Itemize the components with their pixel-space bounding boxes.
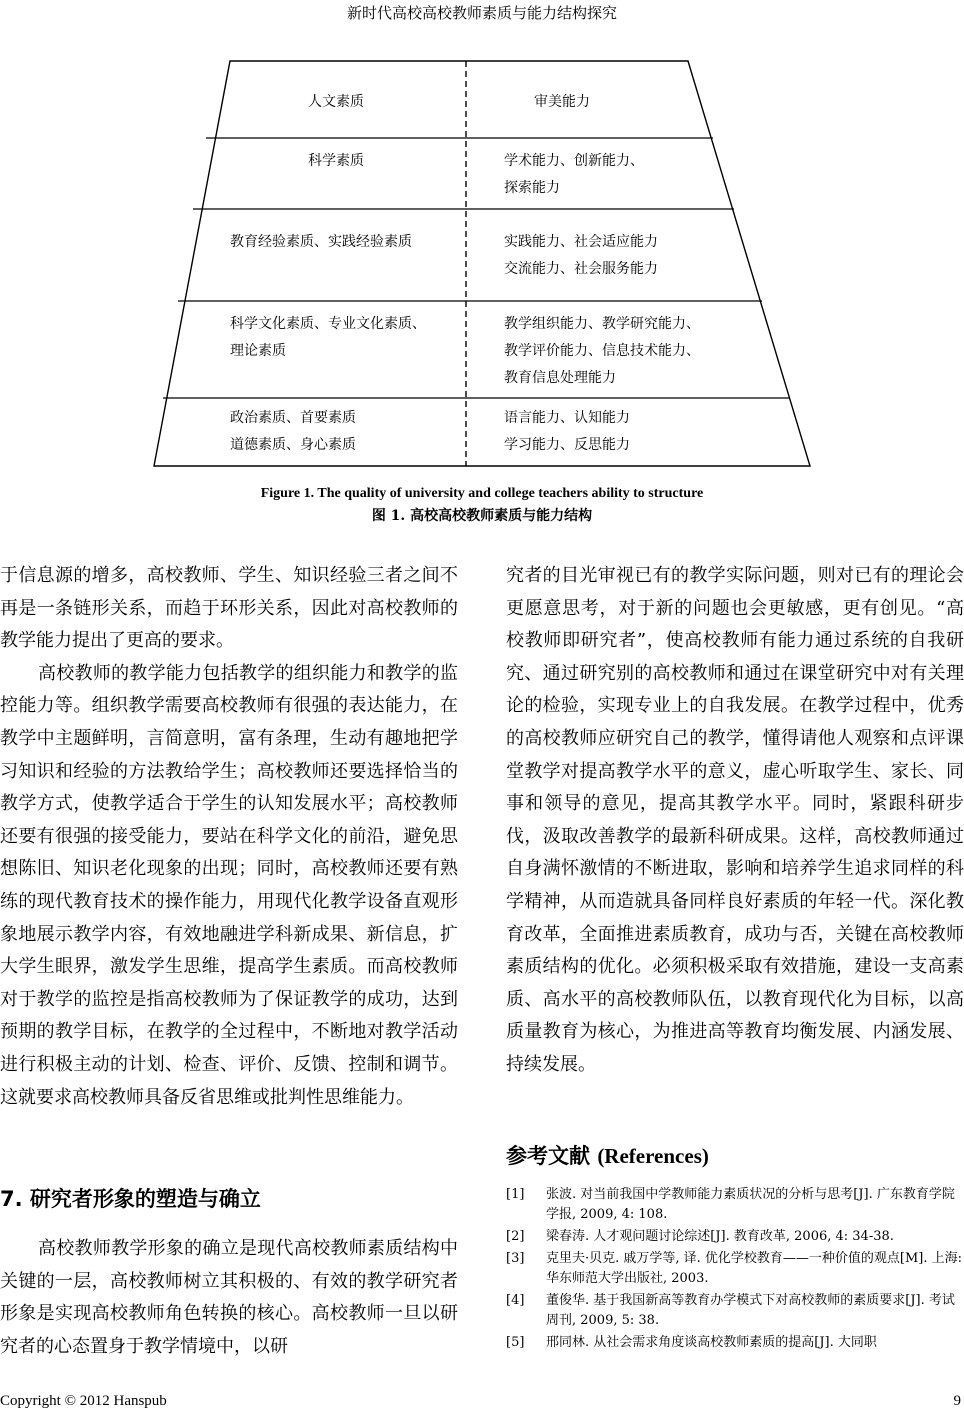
figure-row-2-right: 学术能力、创新能力、 探索能力 (504, 153, 644, 196)
right-paragraph-1: 究者的目光审视已有的教学实际问题，则对已有的理论会更愿意思考，对于新的问题也会更敏感，更有创见。“高校教师即研究者”，使高校教师有能力通过系统的自我研究、通过研究别的高校教师和通过在课堂研究中对有关理论的检验，实现专业上的自我发展。在教学过程中，优秀的高校教师应研究自己的教学，懂得请他人观察和点评课堂教学对提高教学水平的意义，虚心听取学生、家长、同事和领导的意见，提高其教学水平。同时，紧跟科研步伐，汲取改善教学的最新科研成果。这样，高校教师通过自身满怀激情的不断进取，影响和培养学生追求同样的科学精神，从而造就具备同样良好素质的年轻一代。深化教育改革，全面推进素质教育，成功与否，关键在高校教师素质结构的优化。必须积极采取有效措施，建设一支高素质、高水平的高校教师队伍，以教育现代化为目标，以高质量教育为核心，为推进高等教育均衡发展、内涵发展、持续发展。 (506, 565, 964, 1075)
left-paragraph-2: 高校教师的教学能力包括教学的组织能力和教学的监控能力等。组织教学需要高校教师有很强的表达能力，在教学中主题鲜明，言简意明，富有条理，生动有趣地把学习知识和经验的方法教给学生；高校教师还要选择恰当的教学方式，使教学适合于学生的认知发展水平；高校教师还要有很强的接受能力，要站在科学文化的前沿，避免思想陈旧、知识老化现象的出现；同时，高校教师还要有熟练的现代教育技术的操作能力，用现代化教学设备直观形象地展示教学内容，有效地融进学科新成果、新信息，扩大学生眼界，激发学生思维，提高学生素质。而高校教师对于教学的监控是指高校教师为了保证教学的成功，达到预期的教学目标，在教学的全过程中，不断地对教学活动进行积极主动的计划、检查、评价、反馈、控制和调节。这就要求高校教师具备反省思维或批判性思维能力。 (0, 662, 458, 1108)
left-paragraph-3: 高校教师教学形象的确立是现代高校教师素质结构中关键的一层，高校教师树立其积极的、有效的教学研究者形象是实现高校教师角色转换的核心。高校教师一旦以研究者的心态置身于教学情境中，以研 (0, 1238, 458, 1357)
figure-row-5-left: 政治素质、首要素质 道德素质、身心素质 (230, 410, 356, 453)
footer-page-number: 9 (953, 1393, 961, 1409)
reference-item (506, 1249, 964, 1289)
reference-text: 梁春涛. 人才观问题讨论综述[J]. 教育改革, 2006, 4: 34-38. (546, 1229, 894, 1244)
figure-caption-en: Figure 1. The quality of university and college teachers ability to structure (260, 486, 704, 501)
reference-number: [3] (506, 1251, 525, 1266)
reference-number: [4] (506, 1293, 525, 1308)
reference-number: [5] (506, 1335, 525, 1350)
reference-item (506, 1185, 964, 1225)
figure-row-3-left: 教育经验素质、实践经验素质 (230, 234, 412, 250)
reference-number: [2] (506, 1229, 525, 1244)
right-column (506, 560, 964, 1082)
figure-pyramid (150, 60, 814, 468)
figure-row-3-right: 实践能力、社会适应能力 交流能力、社会服务能力 (504, 234, 658, 277)
reference-item (506, 1227, 964, 1247)
reference-item (506, 1291, 964, 1331)
figure-row-2-left: 科学素质 (308, 153, 364, 169)
section-heading-7: 7. 研究者形象的塑造与确立 (0, 1187, 261, 1211)
footer-copyright: Copyright © 2012 Hanspub (0, 1393, 167, 1409)
running-head: 新时代高校高校教师素质与能力结构探究 (346, 4, 617, 22)
figure-row-4-left: 科学文化素质、专业文化素质、 理论素质 (230, 316, 426, 359)
references-heading (506, 1140, 709, 1170)
references-heading-zh: 参考文献 (506, 1144, 590, 1168)
figure-row-5-right: 语言能力、认知能力 学习能力、反思能力 (504, 410, 630, 453)
reference-text: 邢同林. 从社会需求角度谈高校教师素质的提高[J]. 大同职 (546, 1335, 877, 1350)
figure-caption-zh: 图 1. 高校高校教师素质与能力结构 (371, 508, 593, 524)
figure-row-4-right: 教学组织能力、教学研究能力、 教学评价能力、信息技术能力、 教育信息处理能力 (504, 316, 700, 386)
references-heading-en: (References) (597, 1144, 709, 1168)
references-list (506, 1185, 964, 1355)
left-paragraph-1: 于信息源的增多，高校教师、学生、知识经验三者之间不再是一条链形关系，而趋于环形关系，因此对高校教师的教学能力提出了更高的要求。 (0, 565, 458, 652)
reference-text: 克里夫·贝克. 戚万学等, 译. 优化学校教育——一种价值的观点[M]. 上海: 华东师范大学出版社, 2003. (546, 1251, 963, 1286)
reference-number: [1] (506, 1187, 525, 1202)
left-column (0, 560, 458, 1114)
reference-text: 董俊华. 基于我国新高等教育办学模式下对高校教师的素质要求[J]. 考试周刊, 2009, 5: 38. (546, 1293, 955, 1328)
reference-item (506, 1333, 964, 1353)
figure-row-1-right: 审美能力 (534, 94, 590, 110)
reference-text: 张波. 对当前我国中学教师能力素质状况的分析与思考[J]. 广东教育学院学报, 2009, 4: 108. (546, 1187, 955, 1222)
figure-row-1-left: 人文素质 (308, 94, 364, 110)
